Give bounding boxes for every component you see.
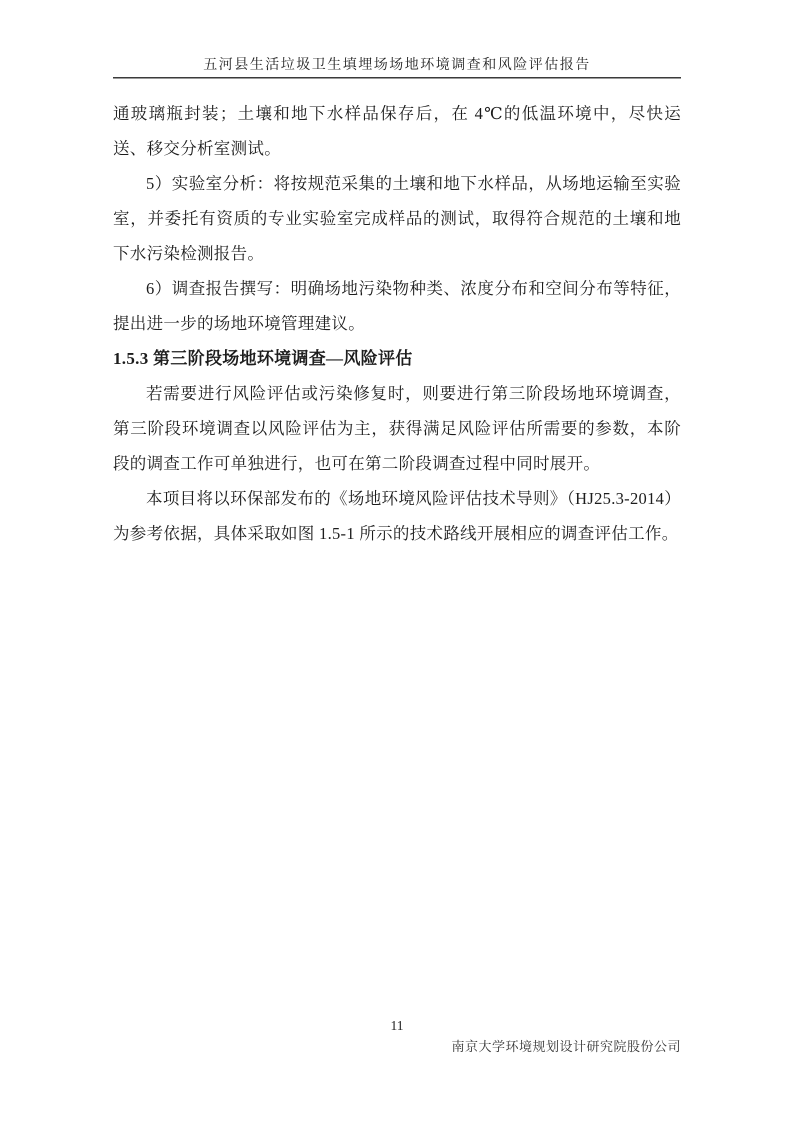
running-header-title: 五河县生活垃圾卫生填埋场场地环境调查和风险评估报告 [203, 58, 591, 73]
page-number: 11 [390, 1018, 404, 1033]
footer-company-name: 南京大学环境规划设计研究院股份公司 [451, 1039, 681, 1054]
paragraph-continuation: 通玻璃瓶封装；土壤和地下水样品保存后，在 4℃的低温环境中，尽快运送、移交分析室测试。 [113, 104, 681, 158]
paragraph-report-writing: 6）调查报告撰写：明确场地污染物种类、浓度分布和空间分布等特征，提出进一步的场地环境管理建议。 [113, 279, 681, 333]
paragraph-project-basis: 本项目将以环保部发布的《场地环境风险评估技术导则》（HJ25.3-2014）为参考依据，具体采取如图 1.5-1 所示的技术路线开展相应的调查评估工作。 [113, 489, 681, 543]
header-rule [113, 77, 681, 79]
section-heading: 1.5.3 第三阶段场地环境调查—风险评估 [113, 349, 413, 368]
paragraph-risk-assessment: 若需要进行风险评估或污染修复时，则要进行第三阶段场地环境调查，第三阶段环境调查以风险评估为主，获得满足风险评估所需要的参数，本阶段的调查工作可单独进行，也可在第二阶段调查过程中同时展开。 [113, 384, 681, 473]
document-body [113, 96, 681, 551]
paragraph-lab-analysis: 5）实验室分析：将按规范采集的土壤和地下水样品，从场地运输至实验室，并委托有资质的专业实验室完成样品的测试，取得符合规范的土壤和地下水污染检测报告。 [113, 174, 681, 263]
